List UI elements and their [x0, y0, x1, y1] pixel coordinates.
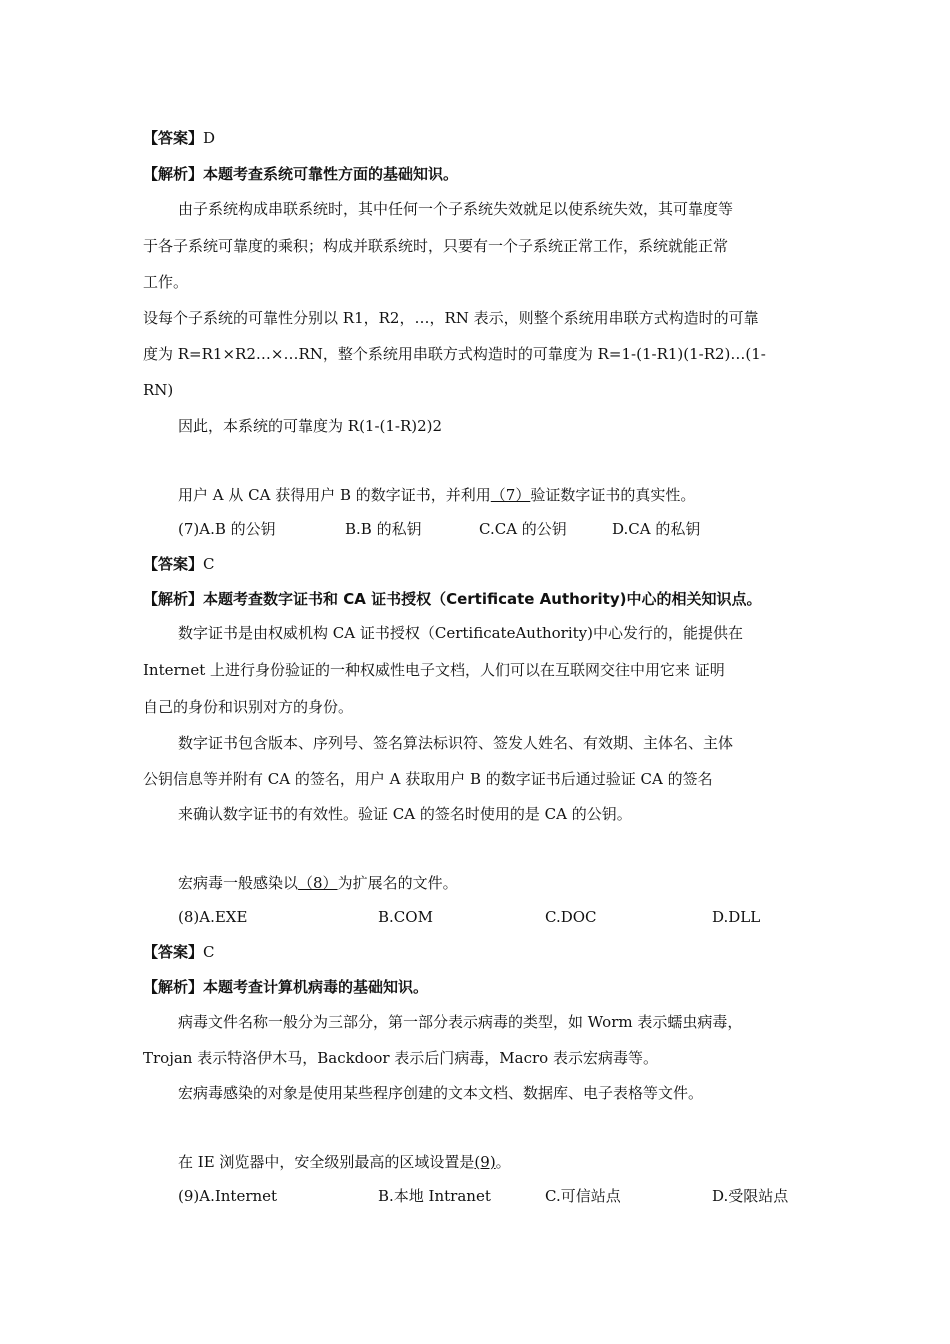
q7-option-c: C.CA 的公钥 [479, 520, 567, 538]
analysis-title: 本题考查系统可靠性方面的基础知识。 [203, 165, 459, 183]
q8-stem [178, 873, 458, 893]
answer-value: C [203, 943, 215, 961]
answer-label: 【答案】 [143, 129, 204, 147]
answer-value: C [203, 555, 215, 573]
q8-option-a: (8)A.EXE [178, 908, 248, 926]
q6-paragraph-3: 因此，本系统的可靠度为 R(1-(1-R)2)2 [178, 417, 443, 435]
q8-paragraph-1-line-2: Trojan 表示特洛伊木马，Backdoor 表示后门病毒，Macro 表示宏病毒等。 [143, 1049, 658, 1067]
q9-option-b: B.本地 Intranet [378, 1187, 491, 1205]
q9-stem [178, 1152, 511, 1172]
q8-option-b: B.COM [378, 908, 433, 926]
answer-value: D [203, 129, 216, 147]
q6-paragraph-2-line-2: 度为 R=R1×R2…×…RN，整个系统用串联方式构造时的可靠度为 R=1-(1-R1)(1-R2)…(1- [143, 345, 766, 363]
analysis-label: 【解析】 [143, 978, 204, 996]
analysis-title: 本题考查数字证书和 CA 证书授权（Certificate Authority)中心的相关知识点。 [203, 590, 762, 608]
q7-option-a: (7)A.B 的公钥 [178, 520, 276, 538]
q9-option-a: (9)A.Internet [178, 1187, 278, 1205]
q8-paragraph-2: 宏病毒感染的对象是使用某些程序创建的文本文档、数据库、电子表格等文件。 [178, 1084, 704, 1102]
q6-paragraph-2-line-3: RN) [143, 381, 174, 399]
q8-option-d: D.DLL [712, 908, 761, 926]
question-blank: （8） [298, 874, 338, 892]
q6-paragraph-2-line-1: 设每个子系统的可靠性分别以 R1，R2，…，RN 表示，则整个系统用串联方式构造时的可靠 [143, 309, 759, 327]
q6-answer [143, 128, 215, 148]
q7-option-b: B.B 的私钥 [345, 520, 422, 538]
q9-option-d: D.受限站点 [712, 1187, 789, 1205]
q7-paragraph-2-line-1: 数字证书包含版本、序列号、签名算法标识符、签发人姓名、有效期、主体名、主体 [178, 734, 734, 752]
analysis-title: 本题考查计算机病毒的基础知识。 [203, 978, 429, 996]
answer-label: 【答案】 [143, 555, 204, 573]
q7-answer [143, 554, 215, 574]
q6-paragraph-1-line-3: 工作。 [143, 273, 189, 291]
q7-option-d: D.CA 的私钥 [612, 520, 701, 538]
answer-label: 【答案】 [143, 943, 204, 961]
stem-before: 宏病毒一般感染以 [178, 874, 299, 892]
q7-paragraph-2-line-2: 公钥信息等并附有 CA 的签名，用户 A 获取用户 B 的数字证书后通过验证 CA 的签名 [143, 770, 713, 788]
q8-paragraph-1-line-1: 病毒文件名称一般分为三部分，第一部分表示病毒的类型，如 Worm 表示蠕虫病毒， [178, 1013, 743, 1031]
q7-paragraph-1-line-1: 数字证书是由权威机构 CA 证书授权（CertificateAuthority)中心发行的，能提供在 [178, 624, 743, 642]
q6-analysis-heading [143, 164, 458, 184]
q6-paragraph-1-line-1: 由子系统构成串联系统时，其中任何一个子系统失效就足以使系统失效，其可靠度等 [178, 200, 734, 218]
q8-analysis-heading [143, 977, 428, 997]
q7-paragraph-2-line-3: 来确认数字证书的有效性。验证 CA 的签名时使用的是 CA 的公钥。 [178, 805, 632, 823]
stem-after: 验证数字证书的真实性。 [530, 486, 696, 504]
stem-after: 。 [495, 1153, 511, 1171]
q7-paragraph-1-line-3: 自己的身份和识别对方的身份。 [143, 698, 354, 716]
q8-answer [143, 942, 215, 962]
question-blank: （7） [490, 486, 531, 504]
q7-paragraph-1-line-2: Internet 上进行身份验证的一种权威性电子文档，人们可以在互联网交往中用它来 证明 [143, 661, 725, 679]
q8-option-c: C.DOC [545, 908, 597, 926]
stem-after: 为扩展名的文件。 [337, 874, 458, 892]
stem-before: 在 IE 浏览器中，安全级别最高的区域设置是 [178, 1153, 475, 1171]
q7-analysis-heading [143, 589, 761, 609]
analysis-label: 【解析】 [143, 165, 204, 183]
q9-option-c: C.可信站点 [545, 1187, 621, 1205]
q6-paragraph-1-line-2: 于各子系统可靠度的乘积；构成并联系统时，只要有一个子系统正常工作，系统就能正常 [143, 237, 729, 255]
analysis-label: 【解析】 [143, 590, 204, 608]
stem-before: 用户 A 从 CA 获得用户 B 的数字证书，并利用 [178, 486, 491, 504]
q7-stem [178, 485, 695, 505]
question-blank: (9) [474, 1153, 496, 1171]
